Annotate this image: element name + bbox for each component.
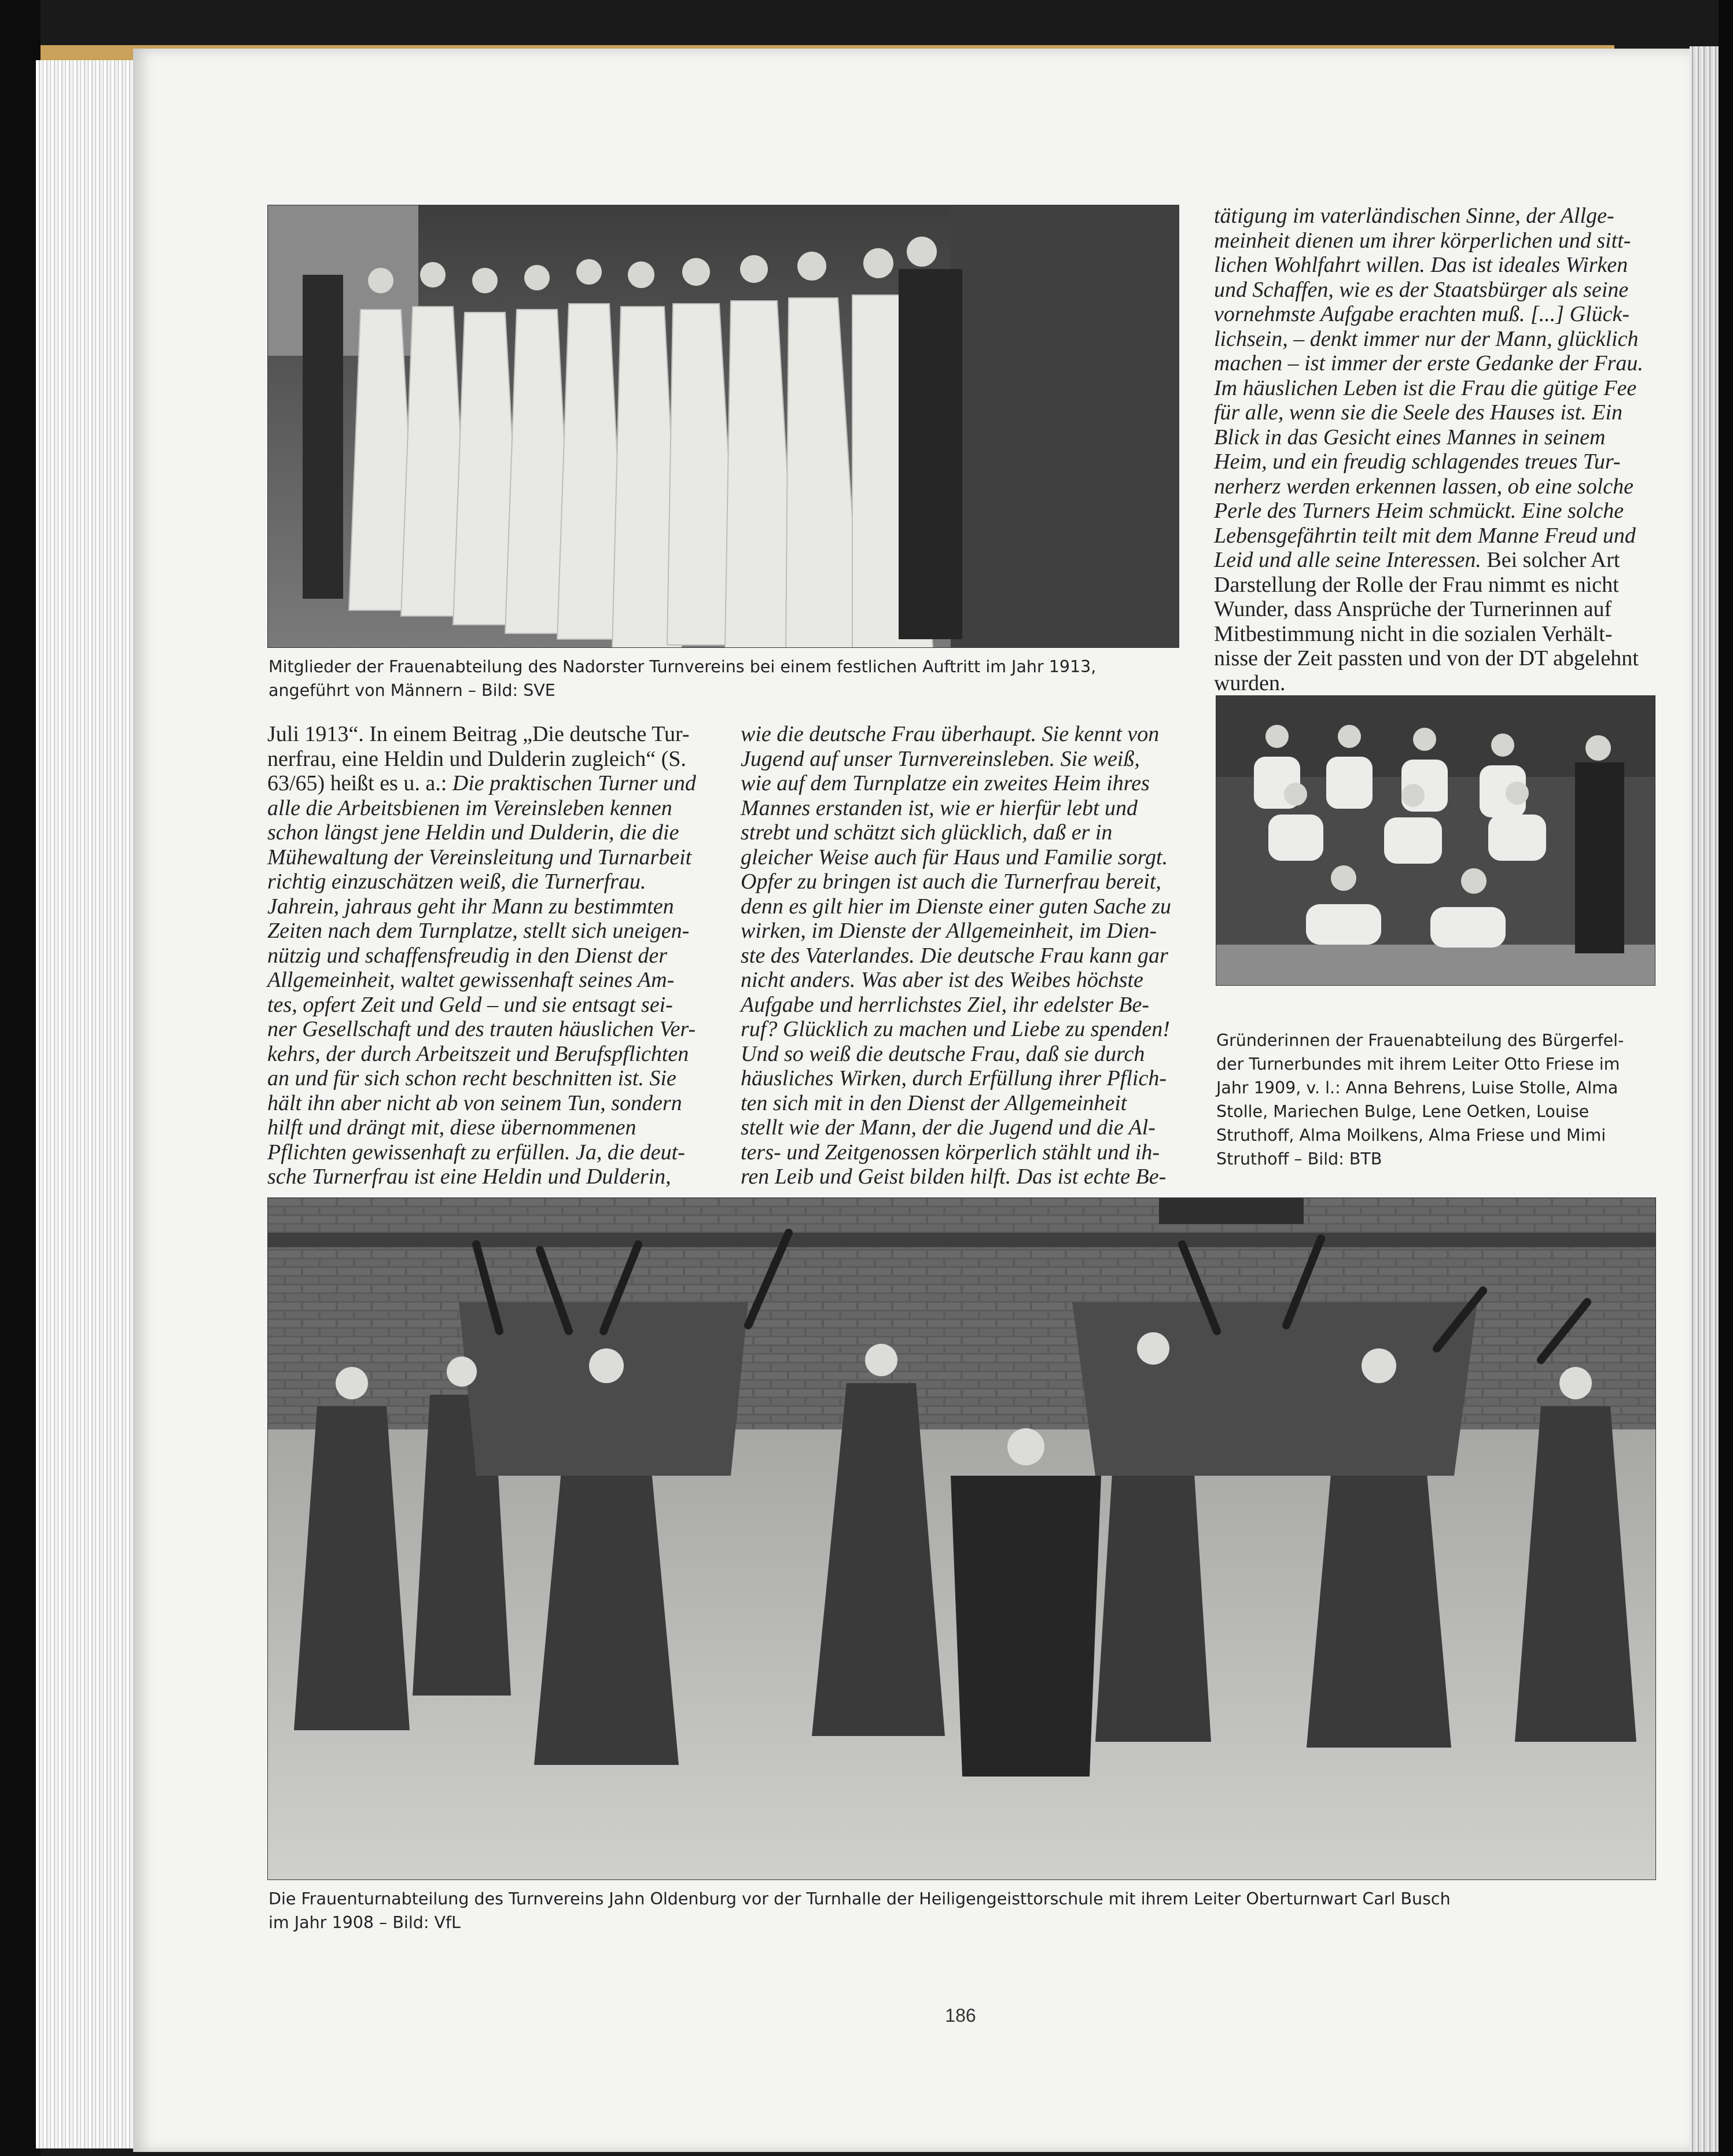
top-photo-caption: Mitglieder der Frauenabteilung des Nadorster Turnvereins bei einem festlichen Auftritt im Jahr 1913, angeführt von Männern – Bild: SVE: [268, 657, 1097, 700]
scanner-background-right: [1719, 0, 1733, 2156]
founders-group-photo: [1216, 695, 1655, 986]
body-column-3: [1214, 204, 1655, 695]
body-column-1: [267, 722, 707, 1189]
column-1-quote-text: Die praktischen Turner und alle die Arbeitsbienen im Vereinsleben kennen schon längst jene Heldin und Dulderin, die die Mühewaltung der Vereinsleitung und Turnarbeit richtig einzuschätzen weiß, die Turnerfrau. Jahrein, jahraus geht ihr Mann zu bestimmten Zeiten nach dem Turnplatze, stellt sich uneigen- nützig und schaffensfreudig in den Dienst der Allgemeinheit, waltet gewissenhaft seines Am- tes, opfert Zeit und Geld – und sie entsagt sei- ner Gesellschaft und des trauten häuslichen Ver- kehrs, der durch Arbeitszeit und Berufspflichten an und für sich schon recht beschnitten ist. Sie hält ihn aber nicht ab von seinem Tun, sondern hilft und drängt mit, diese übernommenen Pflichten gewissenhaft zu erfüllen. Ja, die deut- sche Turnerfrau ist eine Heldin und Dulderin,: [267, 771, 696, 1189]
bottom-photo-caption: Die Frauenturnabteilung des Turnvereins Jahn Oldenburg vor der Turnhalle der Heiligengeisttorschule mit ihrem Leiter Oberturnwart Carl Busch im Jahr 1908 – Bild: VfL: [268, 1889, 1451, 1932]
club-swinging-photo: [267, 1197, 1656, 1880]
page-stack-edge: [36, 60, 140, 2148]
column-1-intro-text: Juli 1913“. In einem Beitrag „Die deutsche Tur- nerfrau, eine Heldin und Dulderin zugleich“ (S. 63/65) heißt es u. a.:: [267, 722, 690, 795]
page-stack-right-edge: [1690, 46, 1719, 2152]
page-number: 186: [945, 2005, 976, 2026]
column-3-quote-text: tätigung im vaterländischen Sinne, der Allge- meinheit dienen um ihrer körperlichen und sitt- lichen Wohlfahrt willen. Das ist ideales Wirken und Schaffen, wie es der Staatsbürger als seine vornehmste Aufgabe erachten muß. [...] Glück- lichsein, – denkt immer nur der Mann, glücklich machen – ist immer der erste Gedanke der Frau. Im häuslichen Leben ist die Frau die gütige Fee für alle, wenn sie die Seele des Hauses ist. Ein Blick in das Gesicht eines Mannes in seinem Heim, und ein freudig schlagendes treues Tur- nerherz werden erkennen lassen, ob eine solche Perle des Turners Heim schmückt. Eine solche Lebensgefährtin teilt mit dem Manne Freud und Leid und alle seine Interessen.: [1214, 204, 1643, 572]
body-column-2: wie die deutsche Frau überhaupt. Sie kennt von Jugend auf unser Turnvereinsleben. Sie weiß, wie auf dem Turnplatze ein zweites Heim ihres Mannes erstanden ist, wie er hierfür lebt und strebt und schätzt sich glücklich, daß er in gleicher Weise auch für Haus und Familie sorgt. Opfer zu bringen ist auch die Turnerfrau bereit, denn es gilt hier im Dienste einer guten Sache zu wirken, im Dienste der Allgemeinheit, im Dien- ste des Vaterlandes. Die deutsche Frau kann gar nicht anders. Was aber ist des Weibes höchste Aufgabe und herrlichstes Ziel, ihr edelster Be- ruf? Glücklich zu machen und Liebe zu spenden! Und so weiß die deutsche Frau, daß sie durch häusliches Wirken, durch Erfüllung ihrer Pflich- ten sich mit in den Dienst der Allgemeinheit stellt wie der Mann, der die Jugend und die Al- ters- und Zeitgenossen körperlich stählt und ih- ren Leib und Geist bilden hilft. Das ist echte Be-: [741, 722, 1172, 1189]
column-3-regular-text: Bei solcher Art Darstellung der Rolle der Frau nimmt es nicht Wunder, dass Ansprüche der Turnerinnen auf Mitbestimmung nicht in die sozialen Verhält- nisse der Zeit passten und von der DT abgelehnt wurden.: [1214, 548, 1639, 695]
women-saluting-photo: [267, 205, 1179, 648]
scanner-background-left: [0, 0, 41, 2156]
right-photo-caption: Gründerinnen der Frauenabteilung des Bürgerfel- der Turnerbundes mit ihrem Leiter Otto Friese im Jahr 1909, v. l.: Anna Behrens, Luise Stolle, Alma Stolle, Mariechen Bulge, Lene Oetken, Louise Struthoff, Alma Moilkens, Alma Friese und Mimi Struthoff – Bild: BTB: [1216, 1031, 1624, 1169]
